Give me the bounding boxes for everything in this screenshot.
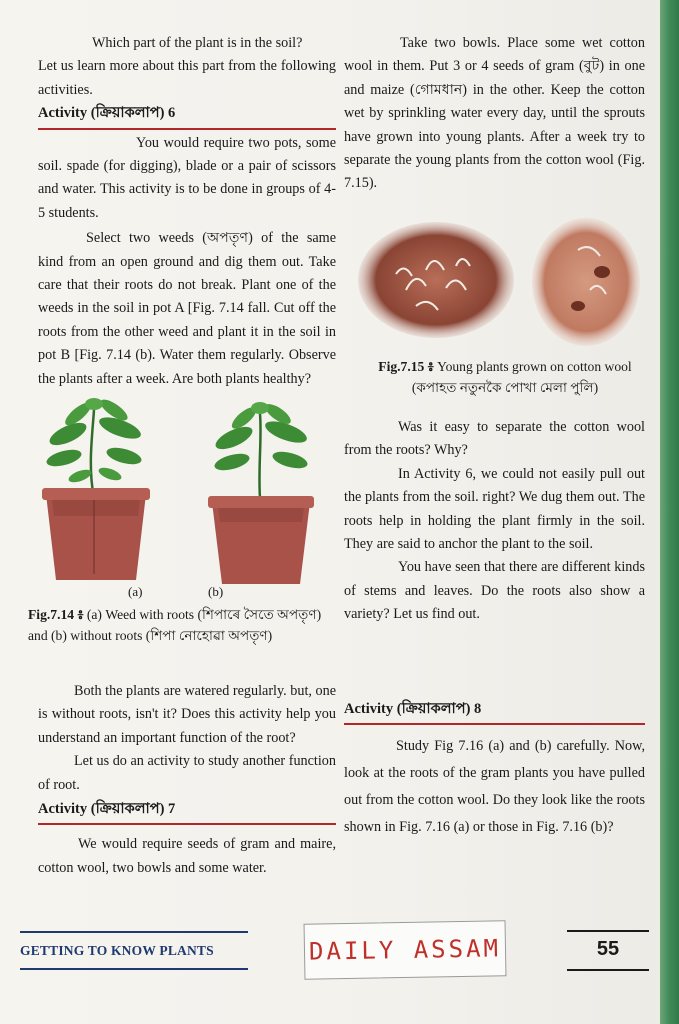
right-column-top bbox=[344, 32, 645, 196]
figure-7-15 bbox=[356, 210, 646, 350]
paragraph: Study Fig 7.16 (a) and (b) carefully. Now, look at the roots of the gram plants you have pulled out from the cotton wool. Do they look like the roots shown in Fig. 7.16 (a) or those in Fig. 7.16 (b)? bbox=[344, 738, 645, 836]
figure-7-14 bbox=[28, 398, 338, 598]
paragraph: You have seen that there are different kinds of stems and leaves. Do the roots also show a variety? Let us find out. bbox=[344, 559, 645, 623]
caption-text: Young plants grown on cotton wool (কপাহত নতুনকৈ পোখা মেলা পুলি) bbox=[411, 359, 632, 395]
cotton-bowl-gram bbox=[358, 222, 514, 338]
paragraph: Both the plants are watered regularly. but, one is without roots, isn't it? Does this activity help you understand an important function of the root? bbox=[38, 683, 336, 746]
figure-label-b: (b) bbox=[208, 584, 224, 599]
paragraph: Which part of the plant is in the soil? bbox=[92, 35, 303, 51]
activity-8-heading: Activity (ক্ৰিয়াকলাপ) 8 bbox=[344, 698, 645, 725]
right-column-middle bbox=[344, 416, 645, 627]
caption-text: (a) Weed with roots (শিপাৰে সৈতে অপতৃণ) and (b) without roots (শিপা নোহোৱা অপতৃণ) bbox=[28, 607, 322, 643]
paragraph: Was it easy to separate the cotton wool from the roots? Why? bbox=[344, 419, 645, 459]
activity-6-heading: Activity (ক্ৰিয়াকলাপ) 6 bbox=[38, 102, 336, 129]
activity-7-heading: Activity (ক্ৰিয়াকলাপ) 7 bbox=[38, 798, 336, 825]
potted-weeds-illustration bbox=[28, 398, 338, 598]
pot-b-plant bbox=[208, 400, 314, 584]
right-column-bottom bbox=[344, 698, 645, 841]
paragraph: Take two bowls. Place some wet cotton wool in them. Put 3 or 4 seeds of gram (বুট) in one and maize (গোমধান) in the other. Keep the cotton wet by sprinkling water every day, until the sprouts have grown into young plants. After a week try to separate the young plants from the cotton wool (Fig. 7.15). bbox=[344, 35, 645, 192]
pot-a-plant bbox=[42, 398, 150, 580]
daily-assam-stamp: DAILY ASSAM bbox=[304, 920, 507, 980]
left-column-bottom bbox=[38, 680, 336, 880]
paragraph: Select two weeds (অপতৃণ) of the same kind from an open ground and dig them out. Take care that their roots do not break. Plant one of the weeds in the soil in pot A [Fig. 7.14 fall. Cut off the roots from the other weed and plant it in the soil in pot B [Fig. 7.14 (b). Water them regularly. Observe the plants after a week. Are both plants healthy? bbox=[38, 230, 336, 387]
paragraph: Let us do an activity to study another function of root. bbox=[38, 753, 336, 793]
cotton-wool-sprouts-illustration bbox=[356, 210, 646, 350]
paragraph: In Activity 6, we could not easily pull out the plants from the soil. right? We dug them out. The roots help in holding the plant firmly in the soil. They are said to anchor the plant to the soil. bbox=[344, 465, 645, 553]
caption-label: Fig.7.15 ៖ bbox=[378, 359, 434, 374]
left-column-top bbox=[38, 32, 336, 391]
figure-7-14-caption bbox=[28, 604, 334, 646]
paragraph: Let us learn more about this part from the following activities. bbox=[38, 58, 336, 98]
figure-label-a: (a) bbox=[128, 584, 143, 599]
caption-label: Fig.7.14 ៖ bbox=[28, 607, 84, 622]
cotton-bowl-maize bbox=[532, 218, 640, 346]
paragraph: You would require two pots, some soil. spade (for digging), blade or a pair of scissors and water. This activity is to be done in groups of 4-5 students. bbox=[38, 134, 336, 221]
page-number: 55 bbox=[567, 930, 649, 971]
figure-7-15-caption bbox=[362, 356, 648, 398]
paragraph: We would require seeds of gram and maire, cotton wool, two bowls and some water. bbox=[38, 836, 336, 876]
page-edge bbox=[660, 0, 679, 1024]
chapter-footer: GETTING TO KNOW PLANTS bbox=[20, 931, 248, 970]
